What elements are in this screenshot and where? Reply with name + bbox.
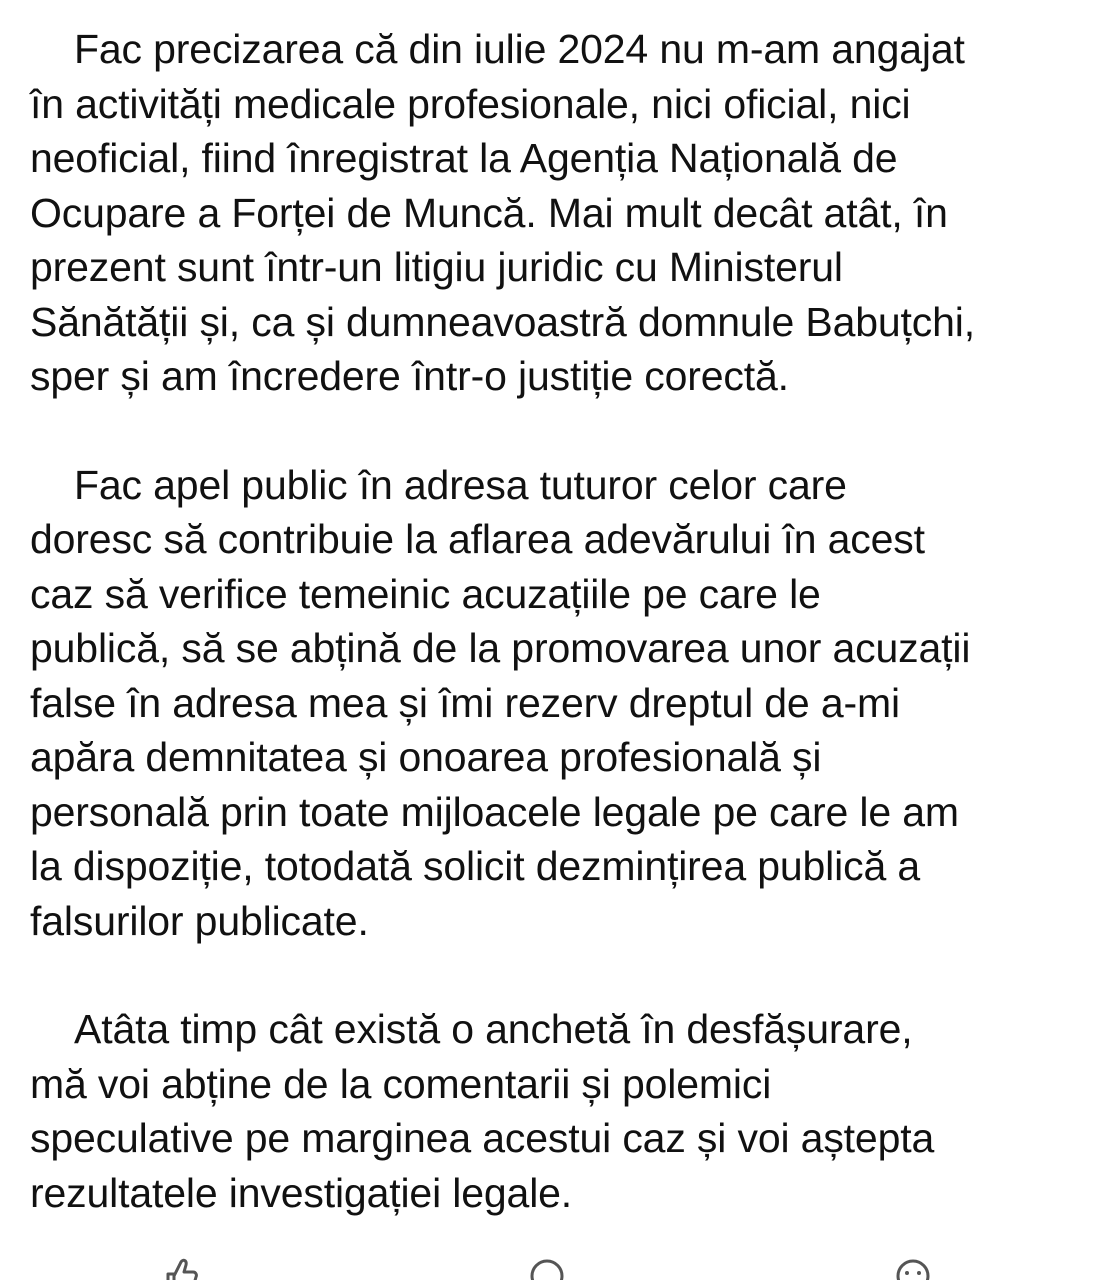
like-icon — [160, 1256, 200, 1280]
like-button[interactable] — [160, 1256, 200, 1280]
post-paragraph-2: Fac apel public în adresa tuturor celor care doresc să contribuie la aflarea adevărului în acest caz să verifice temeinic acuzațiile pe care le publică, să se abțină de la promovarea unor acuzații false în adresa mea și îmi rezerv dreptul de a-mi apăra demnitatea și onoarea profesională și personală prin toate mijloacele legale pe care le am la dispoziție, totodată solicit dezmințirea publică a falsurilor publicate. — [30, 461, 971, 944]
emoji-icon — [893, 1256, 933, 1280]
emoji-button[interactable] — [893, 1256, 933, 1280]
post-paragraph-1: Fac precizarea că din iulie 2024 nu m-am angajat în activități medicale profesionale, nici oficial, nici neoficial, fiind înregistrat la Agenția Națională de Ocupare a Forței de Muncă. Mai mult decât atât, în prezent sunt într-un litigiu juridic cu Ministerul Sănătății și, ca și dumneavoastră domnule Babuțchi, sper și am încredere într-o justiție corectă. — [30, 26, 975, 399]
post-paragraph-3: Atâta timp cât există o anchetă în desfășurare, mă voi abține de la comentarii și polemici speculative pe marginea acestui caz și voi aștepta rezultatele investigației legale. — [30, 1006, 935, 1216]
post-body — [30, 22, 1080, 1274]
comment-icon — [527, 1256, 567, 1280]
comment-button[interactable] — [527, 1256, 567, 1280]
action-bar — [0, 1256, 1094, 1280]
